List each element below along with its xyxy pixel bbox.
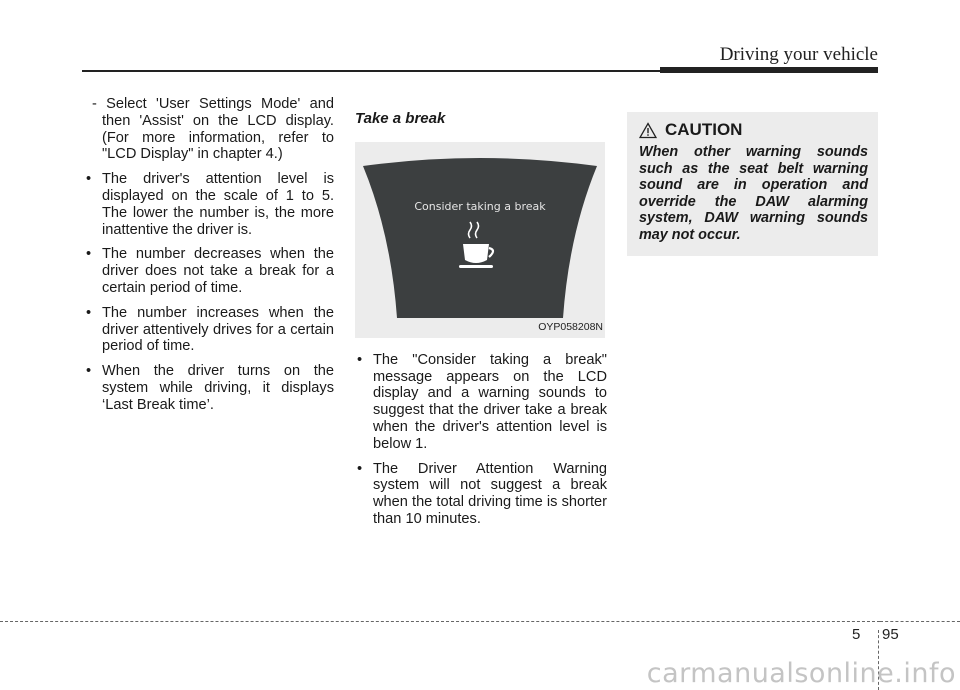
lcd-display-figure	[355, 142, 605, 338]
list-item: • When the driver turns on the system while driving, it displays ‘Last Break time’.	[84, 363, 334, 413]
middle-column	[355, 111, 607, 536]
footer-rule-right	[880, 621, 960, 622]
section-heading: Take a break	[355, 110, 446, 127]
lcd-display-illustration	[355, 142, 605, 338]
caution-title: CAUTION	[665, 120, 743, 139]
list-item: • The "Consider taking a break" message appears on the LCD display and a warning sounds to suggest that the driver take a break when the driver's attention level is below 1.	[355, 352, 607, 453]
caution-header	[639, 120, 868, 140]
left-bullet-list	[84, 171, 334, 413]
dash-list-item: - Select 'User Settings Mode' and then 'Assist' on the LCD display. (For more information, refer to "LCD Display" in chapter 4.)	[92, 96, 334, 163]
footer-rule	[0, 621, 880, 622]
list-item: • The driver's attention level is displayed on the scale of 1 to 5. The lower the number is, the more inattentive the driver is.	[84, 171, 334, 238]
warning-triangle-icon	[639, 122, 657, 139]
figure-code: OYP058208N	[538, 321, 603, 333]
page-number: 95	[882, 626, 899, 643]
watermark-text: carmanualsonline.info	[646, 658, 956, 689]
caution-text: When other warning sounds such as the seat belt warning sound are in operation and override the DAW alarming system, DAW warning sounds may not occur.	[639, 144, 868, 243]
left-column	[84, 96, 334, 422]
chapter-number: 5	[852, 626, 861, 643]
section-header-title: Driving your vehicle	[719, 44, 878, 65]
lcd-display-message: Consider taking a break	[414, 199, 546, 213]
list-item: • The number increases when the driver attentively drives for a certain period of time.	[84, 305, 334, 355]
list-item: • The number decreases when the driver does not take a break for a certain period of time.	[84, 246, 334, 296]
caution-box	[627, 112, 878, 256]
header-rule-accent	[660, 67, 878, 73]
list-item: • The Driver Attention Warning system will not suggest a break when the total driving time is shorter than 10 minutes.	[355, 461, 607, 528]
middle-bullet-list	[355, 352, 607, 528]
